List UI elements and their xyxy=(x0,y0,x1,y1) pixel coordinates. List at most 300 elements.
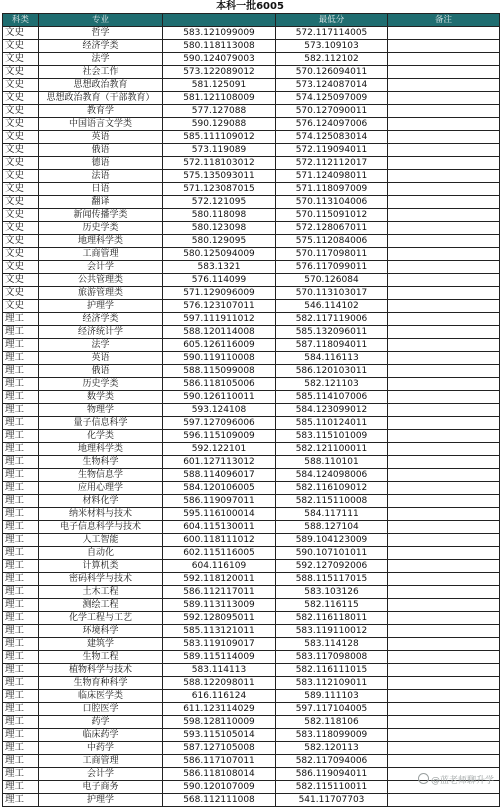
cell-score-a: 602.115116005 xyxy=(163,547,276,560)
cell-category: 文史 xyxy=(3,40,39,53)
cell-category: 理工 xyxy=(3,768,39,781)
cell-score-a: 583.121099009 xyxy=(163,27,276,40)
cell-score-a: 576.114099 xyxy=(163,274,276,287)
table-row xyxy=(3,703,500,716)
cell-score-a: 585.113121011 xyxy=(163,625,276,638)
cell-major: 纳米材料与技术 xyxy=(39,508,163,521)
cell-remark xyxy=(388,222,500,235)
cell-remark xyxy=(388,313,500,326)
cell-major: 环境科学 xyxy=(39,625,163,638)
cell-remark xyxy=(388,326,500,339)
cell-remark xyxy=(388,521,500,534)
table-row xyxy=(3,612,500,625)
cell-remark xyxy=(388,261,500,274)
cell-category: 理工 xyxy=(3,638,39,651)
table-row xyxy=(3,443,500,456)
cell-category: 理工 xyxy=(3,508,39,521)
cell-score-b: 589.111103 xyxy=(276,690,388,703)
cell-category: 理工 xyxy=(3,313,39,326)
cell-score-a: 598.128110009 xyxy=(163,716,276,729)
cell-remark xyxy=(388,430,500,443)
cell-remark xyxy=(388,196,500,209)
table-row xyxy=(3,547,500,560)
table-row xyxy=(3,742,500,755)
cell-score-b: 582.118106 xyxy=(276,716,388,729)
cell-remark xyxy=(388,573,500,586)
cell-major: 药学 xyxy=(39,716,163,729)
cell-remark xyxy=(388,703,500,716)
cell-category: 理工 xyxy=(3,612,39,625)
cell-score-a: 581.125091 xyxy=(163,79,276,92)
cell-score-b: 585.132096011 xyxy=(276,326,388,339)
cell-score-b: 573.109103 xyxy=(276,40,388,53)
page-title: 本科一批6005 xyxy=(216,1,284,12)
cell-category: 理工 xyxy=(3,547,39,560)
cell-category: 理工 xyxy=(3,755,39,768)
cell-major: 旅游管理类 xyxy=(39,287,163,300)
cell-score-a: 572.121095 xyxy=(163,196,276,209)
cell-remark xyxy=(388,209,500,222)
cell-remark xyxy=(388,482,500,495)
cell-score-a: 601.127113012 xyxy=(163,456,276,469)
table-row xyxy=(3,495,500,508)
cell-major: 口腔医学 xyxy=(39,703,163,716)
cell-major: 工商管理 xyxy=(39,248,163,261)
cell-remark xyxy=(388,170,500,183)
cell-remark xyxy=(388,248,500,261)
cell-remark xyxy=(388,755,500,768)
cell-score-b: 570.113104006 xyxy=(276,196,388,209)
cell-major: 教育学 xyxy=(39,105,163,118)
cell-remark xyxy=(388,235,500,248)
cell-category: 理工 xyxy=(3,625,39,638)
cell-score-b: 583.119110012 xyxy=(276,625,388,638)
cell-remark xyxy=(388,40,500,53)
table-row xyxy=(3,105,500,118)
cell-category: 文史 xyxy=(3,183,39,196)
cell-score-b: 587.118094011 xyxy=(276,339,388,352)
cell-score-a: 588.115099008 xyxy=(163,365,276,378)
header-lowest: 最低分 xyxy=(276,14,388,27)
cell-major: 量子信息科学 xyxy=(39,417,163,430)
cell-score-b: 584.124098006 xyxy=(276,469,388,482)
cell-score-a: 586.118108014 xyxy=(163,768,276,781)
cell-major: 化学工程与工艺 xyxy=(39,612,163,625)
cell-score-a: 597.111911012 xyxy=(163,313,276,326)
table-body xyxy=(3,27,500,807)
table-row xyxy=(3,404,500,417)
cell-score-b: 572.128067011 xyxy=(276,222,388,235)
table-row xyxy=(3,469,500,482)
table-row xyxy=(3,599,500,612)
table-row xyxy=(3,40,500,53)
table-row xyxy=(3,53,500,66)
cell-score-b: 585.114107006 xyxy=(276,391,388,404)
cell-major: 电子信息科学与技术 xyxy=(39,521,163,534)
cell-category: 理工 xyxy=(3,599,39,612)
cell-major: 法学 xyxy=(39,339,163,352)
cell-major: 数学类 xyxy=(39,391,163,404)
cell-score-b: 582.116109012 xyxy=(276,482,388,495)
cell-score-a: 590.124079003 xyxy=(163,53,276,66)
cell-major: 生物工程 xyxy=(39,651,163,664)
cell-category: 理工 xyxy=(3,703,39,716)
cell-score-a: 577.127088 xyxy=(163,105,276,118)
cell-major: 地理科学类 xyxy=(39,443,163,456)
cell-category: 理工 xyxy=(3,677,39,690)
cell-score-a: 575.135093011 xyxy=(163,170,276,183)
cell-remark xyxy=(388,560,500,573)
cell-score-a: 586.112117011 xyxy=(163,586,276,599)
cell-category: 文史 xyxy=(3,66,39,79)
cell-major: 植物科学与技术 xyxy=(39,664,163,677)
cell-score-a: 583.1321 xyxy=(163,261,276,274)
cell-score-a: 586.119097011 xyxy=(163,495,276,508)
cell-category: 文史 xyxy=(3,222,39,235)
cell-score-a: 571.123087015 xyxy=(163,183,276,196)
cell-score-b: 582.120113 xyxy=(276,742,388,755)
cell-remark xyxy=(388,378,500,391)
table-row xyxy=(3,391,500,404)
cell-score-b: 584.116113 xyxy=(276,352,388,365)
cell-category: 理工 xyxy=(3,742,39,755)
table-row xyxy=(3,352,500,365)
cell-remark xyxy=(388,404,500,417)
cell-score-b: 572.112112017 xyxy=(276,157,388,170)
cell-major: 日语 xyxy=(39,183,163,196)
cell-score-b: 583.115101009 xyxy=(276,430,388,443)
cell-remark xyxy=(388,391,500,404)
cell-category: 理工 xyxy=(3,690,39,703)
cell-score-a: 580.123098 xyxy=(163,222,276,235)
cell-major: 经济学类 xyxy=(39,313,163,326)
cell-score-a: 572.118103012 xyxy=(163,157,276,170)
cell-remark xyxy=(388,157,500,170)
table-row xyxy=(3,625,500,638)
table-row xyxy=(3,170,500,183)
cell-category: 理工 xyxy=(3,716,39,729)
cell-score-a: 583.114113 xyxy=(163,664,276,677)
cell-category: 理工 xyxy=(3,443,39,456)
table-row xyxy=(3,521,500,534)
cell-major: 工商管理 xyxy=(39,755,163,768)
cell-category: 理工 xyxy=(3,586,39,599)
cell-remark xyxy=(388,469,500,482)
cell-category: 理工 xyxy=(3,456,39,469)
table-row xyxy=(3,66,500,79)
cell-score-b: 583.114128 xyxy=(276,638,388,651)
cell-category: 文史 xyxy=(3,248,39,261)
cell-score-b: 582.112102 xyxy=(276,53,388,66)
cell-category: 文史 xyxy=(3,300,39,313)
table-row xyxy=(3,378,500,391)
cell-category: 文史 xyxy=(3,235,39,248)
table-row xyxy=(3,638,500,651)
cell-score-b: 586.119094011 xyxy=(276,768,388,781)
cell-remark xyxy=(388,92,500,105)
cell-major: 新闻传播学类 xyxy=(39,209,163,222)
cell-major: 密码科学与技术 xyxy=(39,573,163,586)
cell-category: 理工 xyxy=(3,391,39,404)
cell-score-b: 583.103126 xyxy=(276,586,388,599)
cell-remark xyxy=(388,599,500,612)
cell-score-b: 541.11707703 xyxy=(276,794,388,807)
table-row xyxy=(3,196,500,209)
table-row xyxy=(3,92,500,105)
cell-category: 理工 xyxy=(3,378,39,391)
cell-score-b: 570.126094011 xyxy=(276,66,388,79)
cell-major: 社会工作 xyxy=(39,66,163,79)
cell-score-b: 583.118099009 xyxy=(276,729,388,742)
cell-category: 理工 xyxy=(3,573,39,586)
cell-category: 理工 xyxy=(3,365,39,378)
cell-remark xyxy=(388,677,500,690)
cell-major: 护理学 xyxy=(39,794,163,807)
cell-score-b: 582.121100011 xyxy=(276,443,388,456)
cell-score-a: 590.126110011 xyxy=(163,391,276,404)
cell-score-a: 593.115105014 xyxy=(163,729,276,742)
cell-score-a: 580.125094009 xyxy=(163,248,276,261)
cell-remark xyxy=(388,365,500,378)
cell-major: 会计学 xyxy=(39,768,163,781)
header-highest xyxy=(163,14,276,27)
cell-score-a: 586.118105006 xyxy=(163,378,276,391)
cell-score-b: 586.120103011 xyxy=(276,365,388,378)
cell-score-b: 588.127104 xyxy=(276,521,388,534)
table-row xyxy=(3,209,500,222)
cell-major: 会计学 xyxy=(39,261,163,274)
cell-score-b: 546.114102 xyxy=(276,300,388,313)
cell-remark xyxy=(388,664,500,677)
cell-remark xyxy=(388,66,500,79)
cell-score-a: 592.122101 xyxy=(163,443,276,456)
cell-major: 翻译 xyxy=(39,196,163,209)
cell-major: 哲学 xyxy=(39,27,163,40)
table-row xyxy=(3,690,500,703)
cell-major: 思想政治教育（干部教育） xyxy=(39,92,163,105)
cell-major: 生物信息学 xyxy=(39,469,163,482)
table-row xyxy=(3,573,500,586)
cell-score-a: 580.118113008 xyxy=(163,40,276,53)
cell-category: 理工 xyxy=(3,352,39,365)
cell-score-a: 600.118111012 xyxy=(163,534,276,547)
cell-major: 德语 xyxy=(39,157,163,170)
table-row xyxy=(3,586,500,599)
cell-score-a: 593.124108 xyxy=(163,404,276,417)
cell-score-b: 570.117098011 xyxy=(276,248,388,261)
cell-category: 文史 xyxy=(3,209,39,222)
cell-remark xyxy=(388,300,500,313)
table-row xyxy=(3,560,500,573)
cell-score-a: 611.123114029 xyxy=(163,703,276,716)
cell-major: 法语 xyxy=(39,170,163,183)
cell-category: 文史 xyxy=(3,196,39,209)
cell-remark xyxy=(388,27,500,40)
cell-category: 文史 xyxy=(3,287,39,300)
cell-major: 化学类 xyxy=(39,430,163,443)
cell-major: 思想政治教育 xyxy=(39,79,163,92)
table-row xyxy=(3,287,500,300)
cell-category: 文史 xyxy=(3,53,39,66)
cell-score-a: 568.112111008 xyxy=(163,794,276,807)
cell-score-a: 581.121108009 xyxy=(163,92,276,105)
table-row xyxy=(3,248,500,261)
watermark xyxy=(418,773,494,786)
cell-category: 文史 xyxy=(3,79,39,92)
cell-category: 文史 xyxy=(3,27,39,40)
weibo-icon xyxy=(418,773,429,784)
cell-major: 电子商务 xyxy=(39,781,163,794)
cell-score-a: 589.113113009 xyxy=(163,599,276,612)
cell-remark xyxy=(388,118,500,131)
cell-score-b: 574.125097009 xyxy=(276,92,388,105)
cell-remark xyxy=(388,794,500,807)
cell-score-b: 583.117098008 xyxy=(276,651,388,664)
cell-score-b: 574.125083014 xyxy=(276,131,388,144)
cell-category: 文史 xyxy=(3,105,39,118)
header-major: 专业 xyxy=(39,14,163,27)
table-row xyxy=(3,222,500,235)
table-row xyxy=(3,300,500,313)
cell-category: 理工 xyxy=(3,781,39,794)
cell-remark xyxy=(388,287,500,300)
cell-category: 理工 xyxy=(3,430,39,443)
cell-category: 文史 xyxy=(3,170,39,183)
cell-category: 文史 xyxy=(3,144,39,157)
cell-major: 经济统计学 xyxy=(39,326,163,339)
cell-major: 土木工程 xyxy=(39,586,163,599)
cell-score-a: 587.127105008 xyxy=(163,742,276,755)
cell-score-b: 583.112109011 xyxy=(276,677,388,690)
cell-major: 经济学类 xyxy=(39,40,163,53)
cell-remark xyxy=(388,456,500,469)
cell-score-b: 582.116111015 xyxy=(276,664,388,677)
cell-remark xyxy=(388,547,500,560)
cell-major: 自动化 xyxy=(39,547,163,560)
cell-major: 测绘工程 xyxy=(39,599,163,612)
cell-score-a: 604.115130011 xyxy=(163,521,276,534)
cell-score-b: 589.104123009 xyxy=(276,534,388,547)
cell-major: 俄语 xyxy=(39,365,163,378)
cell-score-a: 590.119110008 xyxy=(163,352,276,365)
cell-score-a: 605.126116009 xyxy=(163,339,276,352)
cell-remark xyxy=(388,443,500,456)
cell-category: 理工 xyxy=(3,521,39,534)
cell-score-a: 584.120106005 xyxy=(163,482,276,495)
table-row xyxy=(3,261,500,274)
cell-remark xyxy=(388,417,500,430)
cell-score-b: 576.117099011 xyxy=(276,261,388,274)
cell-score-a: 590.129088 xyxy=(163,118,276,131)
cell-score-a: 597.127096006 xyxy=(163,417,276,430)
cell-major: 中国语言文学类 xyxy=(39,118,163,131)
header-category: 科类 xyxy=(3,14,39,27)
cell-remark xyxy=(388,352,500,365)
cell-major: 地理科学类 xyxy=(39,235,163,248)
cell-remark xyxy=(388,339,500,352)
cell-score-a: 571.129096009 xyxy=(163,287,276,300)
cell-score-b: 582.116115 xyxy=(276,599,388,612)
table-row xyxy=(3,274,500,287)
cell-score-b: 582.117094006 xyxy=(276,755,388,768)
cell-score-a: 589.115114009 xyxy=(163,651,276,664)
cell-major: 人工智能 xyxy=(39,534,163,547)
cell-remark xyxy=(388,495,500,508)
cell-major: 计算机类 xyxy=(39,560,163,573)
table-row xyxy=(3,716,500,729)
cell-score-a: 580.129095 xyxy=(163,235,276,248)
cell-score-a: 592.128095011 xyxy=(163,612,276,625)
cell-major: 临床药学 xyxy=(39,729,163,742)
cell-remark xyxy=(388,612,500,625)
cell-score-b: 585.110124011 xyxy=(276,417,388,430)
cell-score-b: 571.124098011 xyxy=(276,170,388,183)
cell-major: 生物科学 xyxy=(39,456,163,469)
cell-score-a: 592.118120011 xyxy=(163,573,276,586)
cell-score-b: 588.115117015 xyxy=(276,573,388,586)
table-row xyxy=(3,183,500,196)
cell-score-a: 604.116109 xyxy=(163,560,276,573)
cell-remark xyxy=(388,586,500,599)
cell-score-b: 597.117104005 xyxy=(276,703,388,716)
cell-score-a: 588.114096017 xyxy=(163,469,276,482)
table-row xyxy=(3,729,500,742)
table-row xyxy=(3,235,500,248)
cell-score-b: 573.124087014 xyxy=(276,79,388,92)
cell-score-b: 582.116118011 xyxy=(276,612,388,625)
cell-category: 理工 xyxy=(3,482,39,495)
cell-category: 理工 xyxy=(3,729,39,742)
cell-major: 生物育种科学 xyxy=(39,677,163,690)
table-row xyxy=(3,365,500,378)
table-row xyxy=(3,79,500,92)
cell-remark xyxy=(388,183,500,196)
table-header-row xyxy=(3,14,500,27)
table-row xyxy=(3,118,500,131)
cell-score-a: 580.118098 xyxy=(163,209,276,222)
cell-major: 法学 xyxy=(39,53,163,66)
cell-score-b: 570.115091012 xyxy=(276,209,388,222)
admission-score-table xyxy=(2,13,500,807)
table-row xyxy=(3,508,500,521)
cell-score-a: 595.116100014 xyxy=(163,508,276,521)
cell-category: 文史 xyxy=(3,118,39,131)
cell-score-b: 584.117111 xyxy=(276,508,388,521)
cell-score-a: 590.120107009 xyxy=(163,781,276,794)
cell-score-a: 596.115109009 xyxy=(163,430,276,443)
header-remark: 备注 xyxy=(388,14,500,27)
cell-remark xyxy=(388,625,500,638)
cell-score-b: 570.127090011 xyxy=(276,105,388,118)
cell-score-b: 576.124097006 xyxy=(276,118,388,131)
cell-major: 公共管理类 xyxy=(39,274,163,287)
cell-score-b: 570.113103017 xyxy=(276,287,388,300)
cell-remark xyxy=(388,651,500,664)
cell-category: 理工 xyxy=(3,417,39,430)
table-row xyxy=(3,430,500,443)
table-row xyxy=(3,482,500,495)
table-row xyxy=(3,755,500,768)
cell-category: 理工 xyxy=(3,339,39,352)
cell-category: 理工 xyxy=(3,495,39,508)
cell-remark xyxy=(388,79,500,92)
table-row xyxy=(3,326,500,339)
cell-category: 理工 xyxy=(3,469,39,482)
cell-category: 文史 xyxy=(3,261,39,274)
cell-score-b: 590.107101011 xyxy=(276,547,388,560)
cell-major: 英语 xyxy=(39,352,163,365)
cell-score-b: 575.112084006 xyxy=(276,235,388,248)
